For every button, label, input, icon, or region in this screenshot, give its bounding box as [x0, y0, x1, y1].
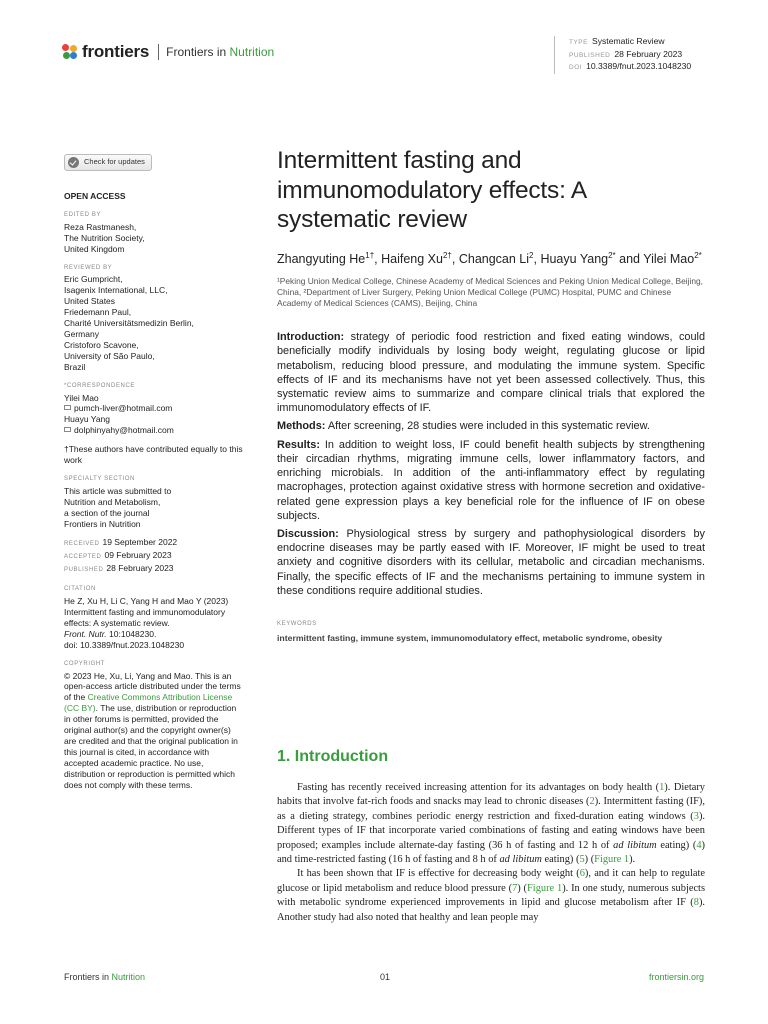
abstract-section: Results: In addition to weight loss, IF could benefit health subjects by strengthening their circadian rhythms, migrating immune cells, lower inflammatory factors, and enriching microbials. In addition of the anti-inflammatory effect by regulating macrophages, protection against oxidative stress with hormone secretion and oxidative-related gene expression plays a key beneficial role for the influence of IF on obese subjects.	[277, 438, 705, 522]
author-name[interactable]: Yilei Mao	[643, 251, 695, 266]
keywords: intermittent fasting, immune system, immunomodulatory effect, metabolic syndrome, obesity	[277, 632, 663, 643]
correspondence: Yilei Mao pumch-liver@hotmail.com Huayu Yang dolphinyahy@hotmail.com	[64, 392, 174, 436]
check-icon	[68, 157, 79, 168]
journal-name: Frontiers in Nutrition	[166, 45, 275, 59]
author-name[interactable]: Huayu Yang	[540, 251, 609, 266]
footer-site-link[interactable]: frontiersin.org	[648, 972, 704, 982]
email-icon	[64, 405, 71, 410]
footer-journal: Frontiers in Nutrition	[64, 972, 146, 982]
email-link[interactable]: dolphinyahy@hotmail.com	[74, 425, 174, 436]
introduction-body	[277, 781, 705, 925]
reference-link[interactable]: 8	[693, 897, 699, 909]
abstract-section: Introduction: strategy of periodic food restriction and fixed eating windows, could beneficially modify individuals by losing body weight, regulating glucose or lipid metabolism, reducing blood pressure, and modulating the immune system. Specific effects of IF and its mechanisms have not yet been assessed collectively. Thus, this systematic review aims to summarize and compare clinical trials that explored the immunomodulatory effects of IF.	[277, 331, 705, 415]
citation-label: CITATION	[64, 586, 96, 593]
author-affiliation-mark: 2†	[442, 250, 452, 260]
author-affiliation-mark: 2*	[694, 250, 702, 260]
author-name[interactable]: Haifeng Xu	[381, 251, 443, 266]
article-main	[277, 146, 705, 644]
author-name[interactable]: Zhangyuting He	[277, 251, 366, 266]
section-heading-introduction: 1. Introduction	[277, 748, 389, 765]
author-list: Zhangyuting $He^{1\dagger}$, Haifeng $Xu^{2\dagger}$, Changcan Li$^2$, Huayu Yang$^{2*}$ and Yilei Mao$^{2*}$	[277, 250, 702, 266]
author-affiliation-mark: 1†	[365, 250, 375, 260]
abstract-section-label: Methods:	[277, 420, 326, 433]
figure-link[interactable]: Figure 1	[594, 854, 630, 866]
check-for-updates-button[interactable]	[64, 154, 152, 171]
article-title: Intermittent fasting and immunomodulatory effects: A systematic review	[277, 147, 586, 233]
article-sidebar	[64, 154, 264, 791]
published-date: 28 February 2023	[614, 48, 683, 59]
reference-link[interactable]: 5	[579, 854, 585, 866]
abstract-section-label: Discussion:	[277, 527, 339, 540]
logo-divider	[158, 44, 159, 60]
email-icon	[64, 427, 71, 432]
copyright: © 2023 He, Xu, Li, Yang and Mao. This is an open-access article distributed under the terms of the Creative Commons Attribution License (CC BY). The use, distribution or reproduction in other forums is permitted, provided the original author(s) and the copyright owner(s) are credited and that the original publication in this journal is cited, in accordance with accepted academic practice. No use, distribution or reproduction is permitted which does not comply with these terms.	[64, 670, 241, 790]
specialty-section: This article was submitted to Nutrition and Metabolism, a section of the journal Frontiers in Nutrition	[64, 485, 172, 529]
paragraph: Fasting has recently received increasing attention for its advantages on body health (1). Dietary habits that involve fat-rich foods and snacks may lead to chronic diseases (2). Intermittent fasting (IF), as a dieting strategy, combines periodic energy restriction and fixed-duration eating windows (3). Different types of IF that incorporate varied combinations of fasting and eating windows have been proposed; examples include alternate-day fasting (36 h of fasting and 12 h of ad libitum eating) (4) and time-restricted fasting (16 h of fasting and 8 h of ad libitum eating) (5) (Figure 1).	[277, 782, 705, 866]
keywords-label: KEYWORDS	[277, 620, 317, 627]
reviewed-by: Eric Gumpricht, Isagenix International, LLC, United States Friedemann Paul, Charité Universitätsmedizin Berlin, Germany Cristoforo Scavone, University of São Paulo, Brazil	[64, 274, 194, 372]
reference-link[interactable]: 2	[589, 796, 595, 808]
specialty-section-label: SPECIALTY SECTION	[64, 475, 135, 482]
page-number: 01	[380, 972, 391, 982]
reference-link[interactable]: 7	[512, 882, 518, 894]
reference-link[interactable]: 3	[693, 810, 699, 822]
email-link[interactable]: pumch-liver@hotmail.com	[74, 403, 173, 414]
reference-link[interactable]: 1	[659, 782, 665, 793]
author-name[interactable]: Changcan Li	[458, 251, 530, 266]
edited-by-label: EDITED BY	[64, 211, 102, 218]
author-affiliation-mark: 2	[529, 250, 534, 260]
edited-by: Reza Rastmanesh, The Nutrition Society, United Kingdom	[64, 221, 145, 254]
abstract-section-label: Introduction:	[277, 331, 345, 344]
article-dates: RECEIVED 19 September 2022 ACCEPTED 09 February 2023 PUBLISHED 28 February 2023	[64, 537, 178, 574]
citation-doi[interactable]: doi: 10.3389/fnut.2023.1048230	[64, 639, 185, 650]
affiliations: ¹Peking Union Medical College, Chinese Academy of Medical Sciences and Peking Union Medical College, Beijing, China, ²Department of Liver Surgery, Peking Union Medical College (PUMC) Hospital, PUMC and Chinese Academy of Medical Sciences (CAMS), Beijing, China	[277, 275, 703, 309]
doi[interactable]: 10.3389/fnut.2023.1048230	[586, 61, 692, 71]
article-meta: TYPE Systematic Review PUBLISHED 28 February 2023 DOI 10.3389/fnut.2023.1048230	[554, 36, 691, 74]
citation: He Z, Xu H, Li C, Yang H and Mao Y (2023) Intermittent fasting and immunomodulatory effects: A systematic review. Front. Nutr. 10:1048230. doi: 10.3389/fnut.2023.1048230	[64, 596, 264, 651]
license-link[interactable]: Creative Commons Attribution License	[87, 692, 233, 703]
paragraph: It has been shown that IF is effective for decreasing body weight (6), and it can help to regulate glucose or lipid metabolism and reduce blood pressure (7) (Figure 1). In one study, numerous subjects with metabolic syndrome experienced improvements in lipid and glucose metabolism after IF (8). Another study had also noted that healthy and lean people may	[277, 868, 705, 923]
logo-text: frontiers	[82, 42, 150, 61]
check-updates-label: Check for updates	[84, 157, 145, 167]
open-access-label: OPEN ACCESS	[64, 191, 126, 201]
equal-contribution-note: †These authors have contributed equally to this work	[64, 444, 243, 466]
page-header	[62, 38, 706, 78]
abstract-section: Discussion: Physiological stress by surgery and pathophysiological disorders by endocrine diseases may be partly eased with IF. Moreover, IF might be used to treat anxiety and cognitive disorders with its cellular, metabolic and circadian mechanisms. Finally, the specific effects of IF and the mechanisms pertaining to immune system in these conditions require additional studies.	[277, 527, 705, 597]
reference-link[interactable]: 6	[579, 868, 585, 880]
reviewed-by-label: REVIEWED BY	[64, 264, 113, 271]
reference-link[interactable]: 4	[696, 839, 702, 851]
figure-link[interactable]: Figure 1	[527, 882, 563, 894]
abstract	[277, 330, 705, 598]
abstract-section-label: Results:	[277, 438, 320, 451]
copyright-label: COPYRIGHT	[64, 660, 106, 667]
correspondence-label: *CORRESPONDENCE	[64, 382, 136, 389]
frontiers-logo-icon	[62, 44, 78, 60]
author-affiliation-mark: 2*	[608, 250, 616, 260]
cc-by-link[interactable]: (CC BY)	[64, 703, 96, 714]
article-type: Systematic Review	[591, 36, 665, 46]
abstract-section: Methods: After screening, 28 studies were included in this systematic review.	[277, 420, 650, 433]
frontiers-logo[interactable]	[62, 42, 274, 62]
